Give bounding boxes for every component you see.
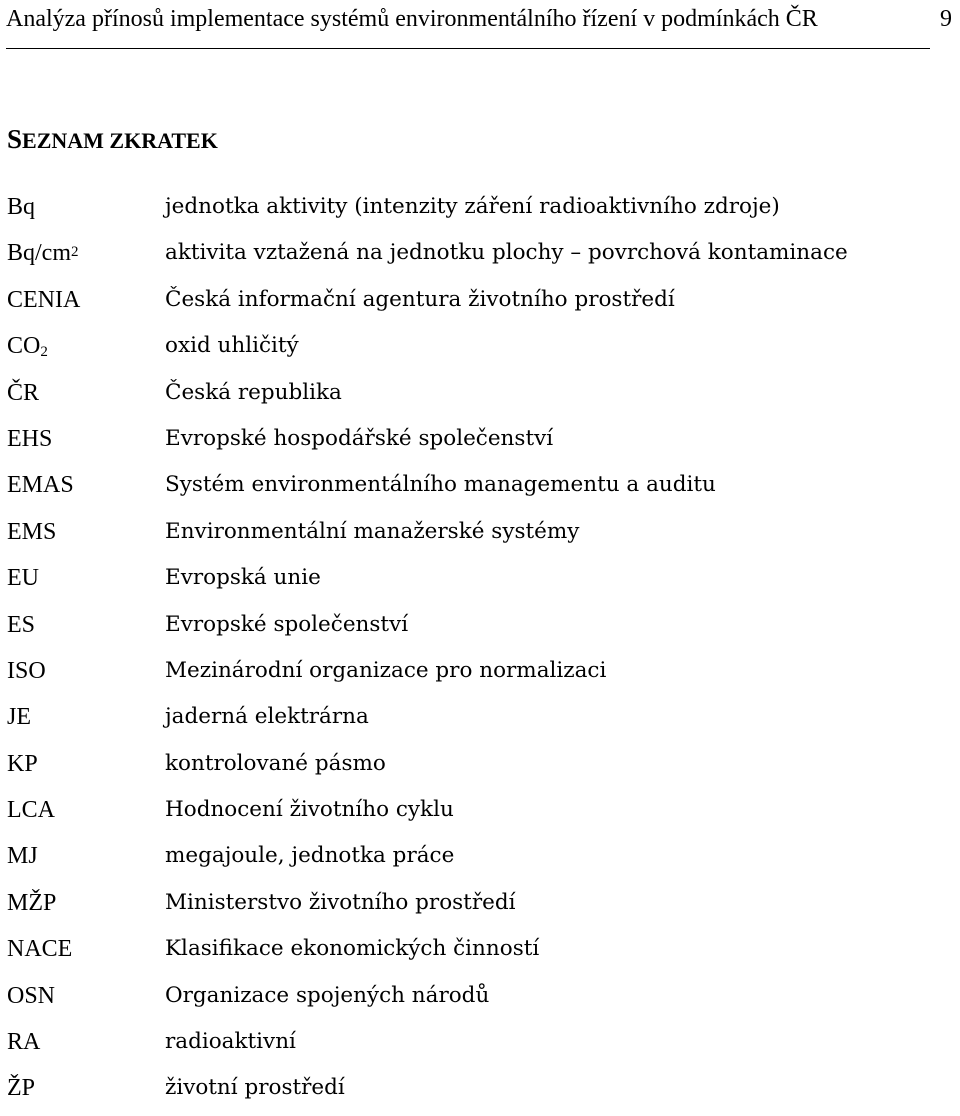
abbreviation-row — [0, 188, 960, 234]
abbreviation-text: RA — [7, 1029, 41, 1056]
abbreviation-term — [7, 657, 46, 685]
abbreviation-meaning: Evropské hospodářské společenství — [165, 425, 554, 451]
abbreviation-meaning: oxid uhličitý — [165, 333, 299, 359]
abbreviation-meaning: jednotka aktivity (intenzity záření radioaktivního zdroje) — [165, 194, 780, 219]
abbreviation-term — [7, 796, 55, 824]
section-heading-rest: EZNAM ZKRATEK — [22, 128, 218, 153]
abbreviation-text: KP — [7, 750, 38, 777]
abbreviation-term — [7, 1028, 40, 1056]
abbreviation-text: MŽP — [7, 889, 57, 916]
abbreviation-text: EU — [7, 565, 39, 592]
abbreviation-meaning: megajoule, jednotka práce — [165, 843, 455, 869]
abbreviation-subscript: 2 — [40, 344, 48, 361]
abbreviation-row — [0, 559, 960, 605]
abbreviation-row — [0, 234, 960, 280]
abbreviation-row — [0, 652, 960, 698]
abbreviation-text: LCA — [7, 797, 55, 824]
abbreviation-text: EMS — [7, 518, 57, 545]
abbreviation-meaning: Mezinárodní organizace pro normalizaci — [165, 657, 607, 683]
abbreviation-row — [0, 791, 960, 837]
abbreviation-text: ES — [7, 611, 36, 638]
abbreviation-row — [0, 466, 960, 512]
abbreviation-row — [0, 930, 960, 976]
abbreviation-row — [0, 374, 960, 420]
abbreviation-row — [0, 977, 960, 1023]
abbreviation-row — [0, 513, 960, 559]
abbreviation-row — [0, 745, 960, 791]
abbreviation-row — [0, 1069, 960, 1115]
abbreviation-term — [7, 935, 72, 963]
header-title: Analýza přínosů implementace systémů environmentálního řízení v podmínkách ČR — [6, 6, 818, 32]
abbreviation-text: NACE — [7, 936, 73, 963]
abbreviation-meaning: Česká republika — [165, 379, 342, 405]
abbreviation-text: Bq/cm — [7, 240, 71, 267]
abbreviation-text: EHS — [7, 425, 53, 452]
abbreviation-text: ŽP — [7, 1075, 36, 1102]
abbreviation-row — [0, 327, 960, 373]
abbreviation-text: CENIA — [7, 286, 81, 313]
abbreviation-meaning: kontrolované pásmo — [165, 750, 386, 776]
abbreviation-meaning: Evropská unie — [165, 565, 321, 591]
abbreviation-term — [7, 286, 80, 314]
abbreviation-term — [7, 471, 74, 499]
abbreviation-text: EMAS — [7, 472, 74, 499]
abbreviation-text: ČR — [7, 379, 40, 406]
abbreviation-term — [7, 332, 48, 363]
abbreviation-term — [7, 611, 35, 639]
abbreviation-row — [0, 837, 960, 883]
abbreviation-meaning: jaderná elektrárna — [165, 704, 369, 730]
abbreviation-row — [0, 606, 960, 652]
abbreviation-term — [7, 239, 79, 270]
abbreviation-term — [7, 518, 56, 546]
abbreviation-meaning: radioaktivní — [165, 1029, 296, 1055]
section-heading-initial: S — [7, 124, 23, 154]
abbreviation-term — [7, 193, 35, 221]
abbreviation-meaning: aktivita vztažená na jednotku plochy – povrchová kontaminace — [165, 240, 848, 266]
abbreviation-text: Bq — [7, 194, 36, 220]
abbreviation-meaning: životní prostředí — [165, 1075, 345, 1101]
page-header — [6, 0, 952, 49]
page-number: 9 — [940, 6, 952, 32]
abbreviation-list — [0, 188, 960, 1116]
abbreviation-text: JE — [7, 704, 31, 731]
abbreviation-term — [7, 982, 55, 1010]
abbreviation-text: ISO — [7, 657, 46, 684]
abbreviation-term — [7, 1074, 35, 1102]
abbreviation-term — [7, 842, 38, 870]
abbreviation-term — [7, 889, 56, 917]
abbreviation-meaning: Klasifikace ekonomických činností — [165, 936, 540, 962]
abbreviation-meaning: Evropské společenství — [165, 611, 409, 637]
abbreviation-term — [7, 703, 31, 731]
abbreviation-row — [0, 698, 960, 744]
abbreviation-row — [0, 884, 960, 930]
abbreviation-text: CO — [7, 333, 41, 360]
abbreviation-text: MJ — [7, 843, 38, 870]
abbreviation-term — [7, 564, 39, 592]
abbreviation-meaning: Systém environmentálního managementu a auditu — [165, 472, 716, 498]
abbreviation-meaning: Hodnocení životního cyklu — [165, 797, 454, 823]
abbreviation-term — [7, 379, 39, 407]
abbreviation-meaning: Česká informační agentura životního prostředí — [165, 286, 675, 312]
abbreviation-term — [7, 750, 38, 778]
abbreviation-superscript: 2 — [71, 244, 79, 261]
abbreviation-term — [7, 425, 52, 453]
abbreviation-meaning: Organizace spojených národů — [165, 982, 490, 1008]
abbreviation-row — [0, 281, 960, 327]
abbreviation-row — [0, 1023, 960, 1069]
section-heading — [7, 122, 218, 158]
abbreviation-meaning: Ministerstvo životního prostředí — [165, 889, 516, 915]
abbreviation-row — [0, 420, 960, 466]
abbreviation-text: OSN — [7, 982, 56, 1009]
abbreviation-meaning: Environmentální manažerské systémy — [165, 518, 580, 544]
